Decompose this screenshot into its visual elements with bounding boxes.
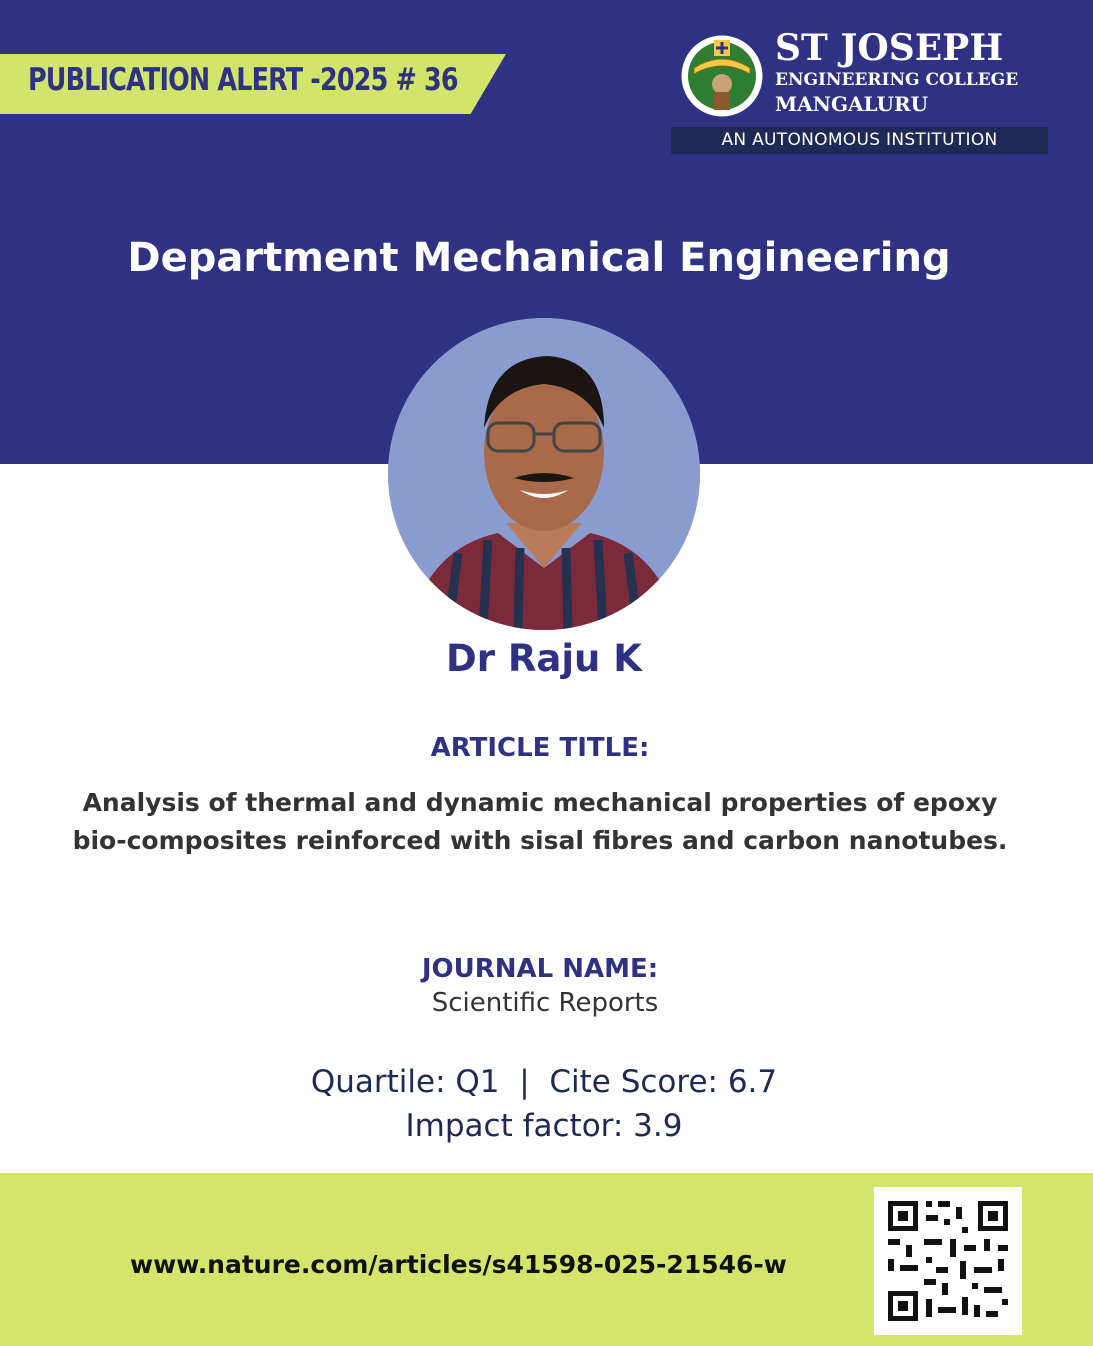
college-city: MANGALURU: [775, 92, 929, 116]
publication-alert-text: PUBLICATION ALERT -2025 # 36: [28, 62, 458, 98]
college-crest-icon: [678, 32, 766, 120]
journal-name: Scientific Reports: [431, 988, 659, 1018]
author-name: Dr Raju K: [446, 637, 642, 680]
journal-name-label: JOURNAL NAME:: [421, 954, 659, 984]
college-name: ST JOSEPH: [775, 27, 1004, 69]
author-photo: [388, 318, 700, 630]
quartile-citescore: Quartile: Q1 | Cite Score: 6.7: [310, 1064, 778, 1100]
impact-factor: Impact factor: 3.9: [405, 1108, 683, 1144]
college-subtitle: ENGINEERING COLLEGE: [775, 70, 1019, 90]
qr-code-icon[interactable]: [874, 1187, 1022, 1335]
article-url-link[interactable]: www.nature.com/articles/s41598-025-21546-w: [130, 1250, 787, 1279]
journal-metrics: [0, 1060, 1088, 1148]
department-title: Department Mechanical Engineering: [127, 235, 951, 281]
article-title: Analysis of thermal and dynamic mechanical properties of epoxy bio-composites reinforced with sisal fibres and carbon nanotubes.: [72, 788, 1008, 855]
article-title-label: ARTICLE TITLE:: [430, 733, 650, 763]
autonomous-tagline: AN AUTONOMOUS INSTITUTION: [671, 127, 1048, 154]
